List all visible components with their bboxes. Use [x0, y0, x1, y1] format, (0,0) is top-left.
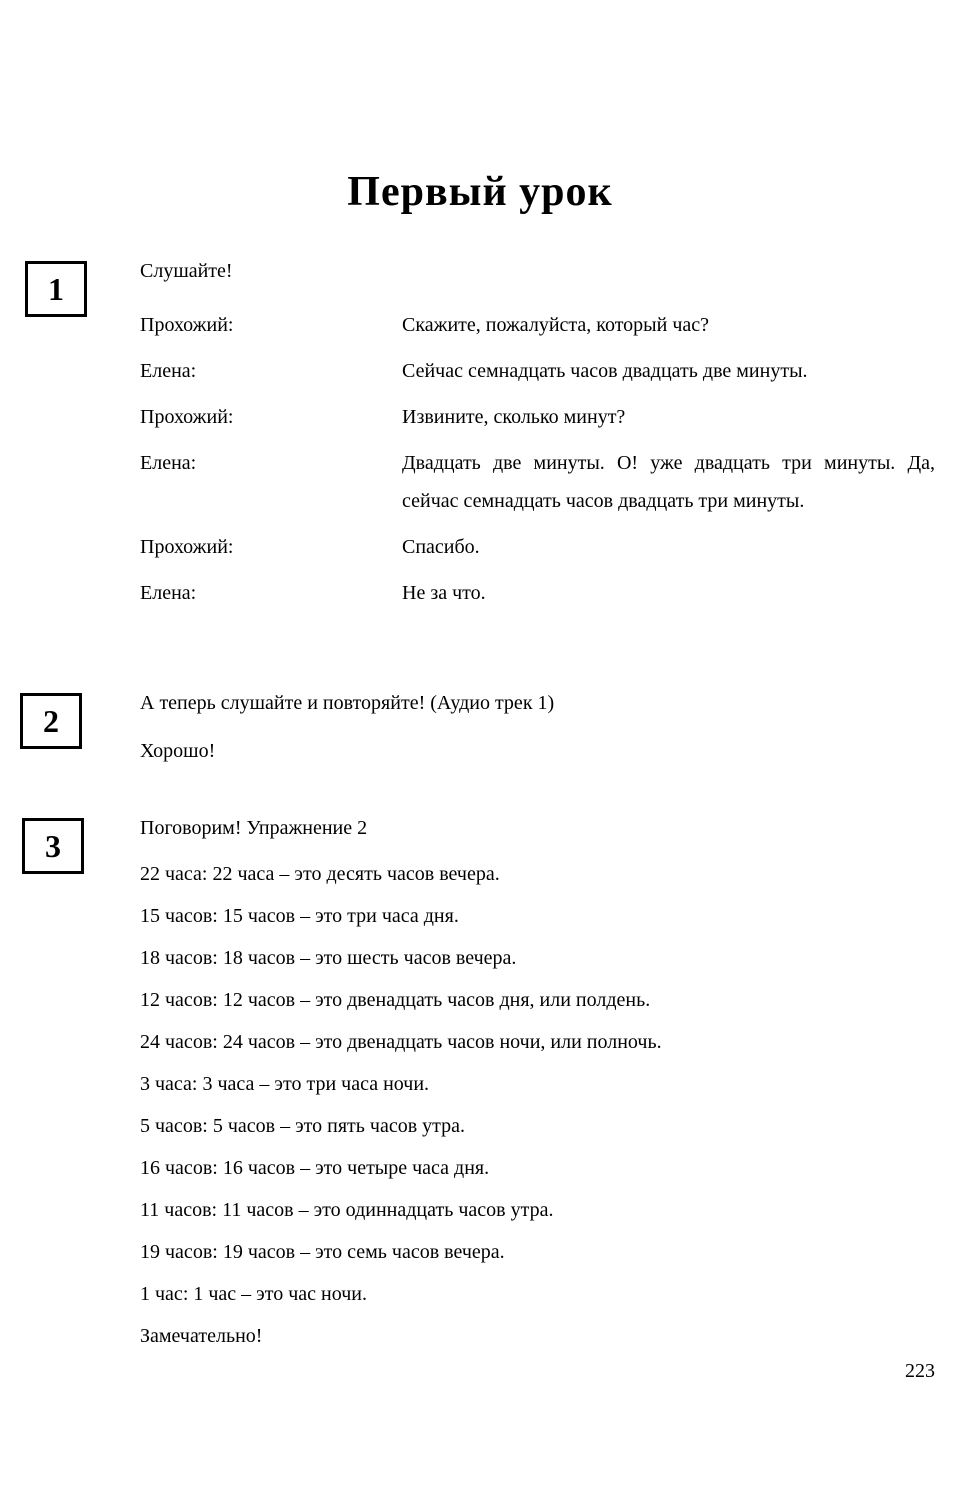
dialogue-speaker: Прохожий:: [140, 536, 234, 558]
exercise-item: 24 часов: 24 часов – это двенадцать часов ночи, или полночь.: [140, 1031, 662, 1053]
section-3-content: [140, 815, 935, 1349]
dialogue-row: [140, 444, 935, 520]
exercise-item: 5 часов: 5 часов – это пять часов утра.: [140, 1115, 466, 1137]
exercise-item: 16 часов: 16 часов – это четыре часа дня.: [140, 1157, 490, 1179]
section-1: [0, 258, 960, 620]
exercise-item: 11 часов: 11 часов – это одиннадцать часов утра.: [140, 1199, 554, 1221]
section-2: [0, 690, 960, 786]
section-1-intro: Слушайте!: [140, 260, 233, 282]
exercise-item: 1 час: 1 час – это час ночи.: [140, 1283, 368, 1305]
section-1-content: [140, 258, 935, 612]
dialogue-row: [140, 306, 935, 344]
exercise-outro: Замечательно!: [140, 1325, 263, 1347]
page-title: Первый урок: [347, 169, 613, 215]
dialogue-speaker: Прохожий:: [140, 314, 234, 336]
exercise-item: 18 часов: 18 часов – это шесть часов вечера.: [140, 947, 517, 969]
section-3: [0, 815, 960, 1349]
section-1-number-box: [25, 261, 87, 317]
exercise-item: 22 часа: 22 часа – это десять часов вечера.: [140, 863, 500, 885]
dialogue-row: [140, 574, 935, 612]
section-1-number: 1: [48, 270, 64, 307]
section-2-line: Хорошо!: [140, 740, 216, 762]
page-number: 223: [905, 1360, 935, 1382]
section-2-line: А теперь слушайте и повторяйте! (Аудио трек 1): [140, 692, 555, 714]
section-2-number: 2: [43, 702, 59, 739]
section-2-content: [140, 690, 935, 764]
section-3-number: 3: [45, 827, 61, 864]
exercise-heading: Поговорим! Упражнение 2: [140, 817, 368, 839]
exercise-item: 3 часа: 3 часа – это три часа ночи.: [140, 1073, 430, 1095]
dialogue-speaker: Елена:: [140, 452, 197, 474]
dialogue-text: Не за что.: [402, 582, 486, 604]
dialogue-text: Скажите, пожалуйста, который час?: [402, 314, 710, 336]
dialogue-row: [140, 352, 935, 390]
dialogue-row: [140, 528, 935, 566]
exercise-item: 15 часов: 15 часов – это три часа дня.: [140, 905, 459, 927]
dialogue-row: [140, 398, 935, 436]
section-3-number-box: [22, 818, 84, 874]
dialogue-text: Спасибо.: [402, 536, 480, 558]
dialogue-speaker: Елена:: [140, 360, 197, 382]
exercise-item: 19 часов: 19 часов – это семь часов вечера.: [140, 1241, 505, 1263]
dialogue-text: Двадцать две минуты. О! уже двадцать три минуты. Да, сейчас семнадцать часов двадцать три минуты.: [402, 452, 935, 512]
section-2-number-box: [20, 693, 82, 749]
dialogue-text: Извините, сколько минут?: [402, 406, 626, 428]
dialogue-text: Сейчас семнадцать часов двадцать две минуты.: [402, 360, 808, 382]
exercise-item: 12 часов: 12 часов – это двенадцать часов дня, или полдень.: [140, 989, 651, 1011]
dialogue-speaker: Елена:: [140, 582, 197, 604]
dialogue-speaker: Прохожий:: [140, 406, 234, 428]
